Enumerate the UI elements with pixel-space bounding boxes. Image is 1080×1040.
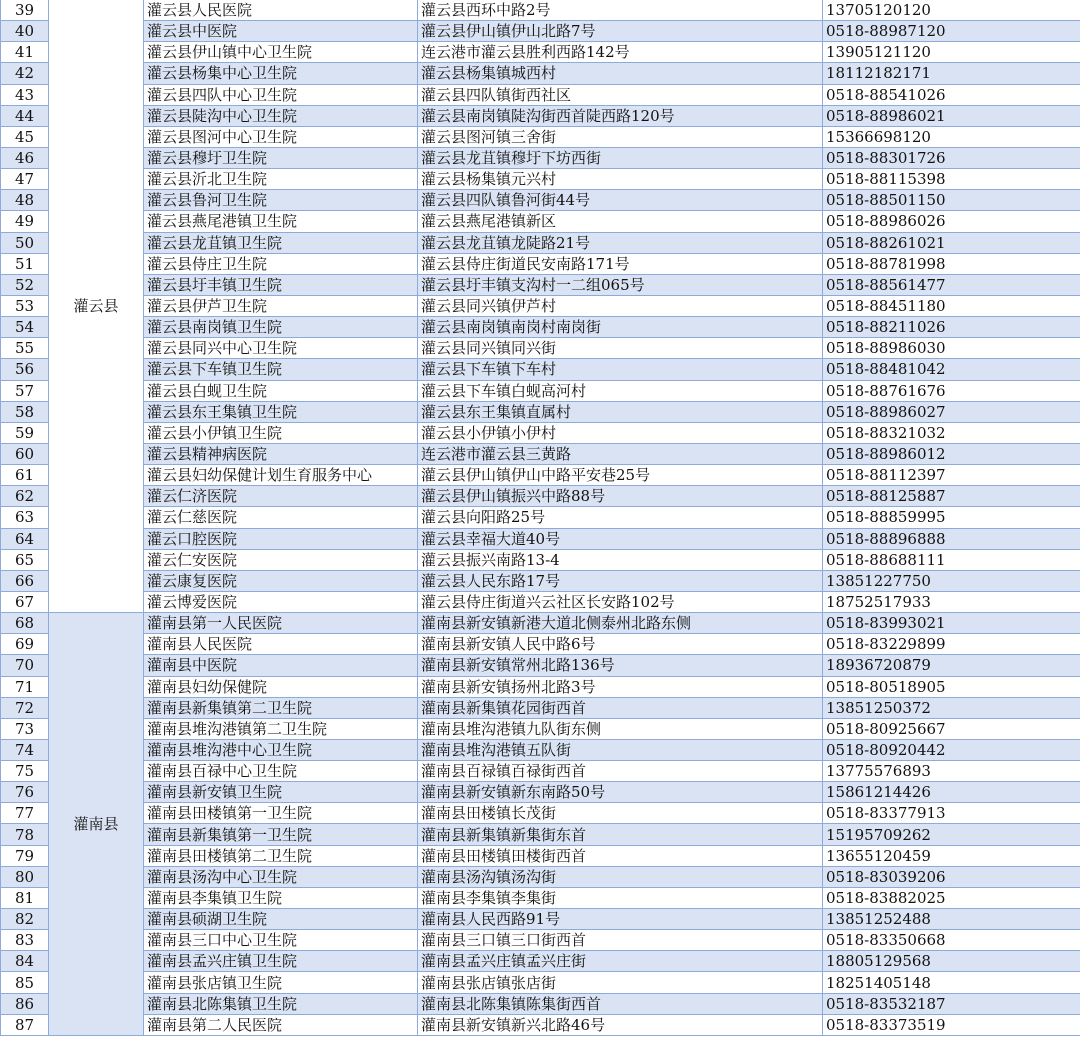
hospital-table-body [1,0,1080,1035]
hospital-name-cell: 灌南县田楼镇第一卫生院 [144,803,418,824]
hospital-name-cell: 灌云县白蚬卫生院 [144,380,418,401]
phone-cell: 0518-88688111 [823,549,1080,570]
row-number-cell: 69 [1,634,49,655]
row-number-cell: 56 [1,359,49,380]
address-cell: 灌云县南岗镇陡沟街西首陡西路120号 [418,105,823,126]
address-cell: 灌云县杨集镇城西村 [418,63,823,84]
row-number-cell: 83 [1,930,49,951]
phone-cell: 0518-88986027 [823,401,1080,422]
table-row [1,486,1080,507]
phone-cell: 0518-80518905 [823,676,1080,697]
row-number-cell: 52 [1,274,49,295]
address-cell: 灌南县李集镇李集街 [418,887,823,908]
phone-cell: 13705120120 [823,0,1080,21]
hospital-name-cell: 灌云县伊芦卫生院 [144,295,418,316]
address-cell: 灌云县龙苴镇穆圩下坊西街 [418,147,823,168]
row-number-cell: 45 [1,126,49,147]
row-number-cell: 61 [1,465,49,486]
hospital-name-cell: 灌南县三口中心卫生院 [144,930,418,951]
row-number-cell: 79 [1,845,49,866]
phone-cell: 18752517933 [823,591,1080,612]
district-cell: 灌南县 [49,613,144,1036]
phone-cell: 15195709262 [823,824,1080,845]
row-number-cell: 87 [1,1014,49,1035]
row-number-cell: 77 [1,803,49,824]
table-row [1,21,1080,42]
table-row [1,105,1080,126]
hospital-name-cell: 灌云康复医院 [144,570,418,591]
phone-cell: 18112182171 [823,63,1080,84]
hospital-name-cell: 灌云仁慈医院 [144,507,418,528]
phone-cell: 0518-88859995 [823,507,1080,528]
hospital-name-cell: 灌云县杨集中心卫生院 [144,63,418,84]
hospital-name-cell: 灌南县第一人民医院 [144,613,418,634]
address-cell: 灌南县新集镇新集街东首 [418,824,823,845]
row-number-cell: 82 [1,909,49,930]
hospital-name-cell: 灌南县张店镇卫生院 [144,972,418,993]
phone-cell: 0518-80920442 [823,739,1080,760]
address-cell: 灌云县同兴镇同兴街 [418,338,823,359]
address-cell: 灌南县堆沟港镇五队街 [418,739,823,760]
address-cell: 灌南县汤沟镇汤沟街 [418,866,823,887]
hospital-name-cell: 灌云县南岗镇卫生院 [144,317,418,338]
table-row [1,845,1080,866]
phone-cell: 0518-88451180 [823,295,1080,316]
phone-cell: 0518-88112397 [823,465,1080,486]
phone-cell: 0518-83882025 [823,887,1080,908]
phone-cell: 0518-88986012 [823,443,1080,464]
row-number-cell: 74 [1,739,49,760]
hospital-name-cell: 灌南县堆沟港中心卫生院 [144,739,418,760]
address-cell: 灌南县百禄镇百禄街西首 [418,761,823,782]
phone-cell: 13905121120 [823,42,1080,63]
table-row [1,930,1080,951]
hospital-name-cell: 灌云县图河中心卫生院 [144,126,418,147]
hospital-name-cell: 灌云县中医院 [144,21,418,42]
hospital-name-cell: 灌云县东王集镇卫生院 [144,401,418,422]
hospital-name-cell: 灌云县妇幼保健计划生育服务中心 [144,465,418,486]
hospital-name-cell: 灌南县中医院 [144,655,418,676]
row-number-cell: 62 [1,486,49,507]
row-number-cell: 86 [1,993,49,1014]
row-number-cell: 54 [1,317,49,338]
address-cell: 灌云县下车镇下车村 [418,359,823,380]
address-cell: 灌云县西环中路2号 [418,0,823,21]
hospital-name-cell: 灌云县人民医院 [144,0,418,21]
phone-cell: 18251405148 [823,972,1080,993]
phone-cell: 18936720879 [823,655,1080,676]
phone-cell: 0518-88261021 [823,232,1080,253]
phone-cell: 13851250372 [823,697,1080,718]
table-row [1,295,1080,316]
hospital-name-cell: 灌云县燕尾港镇卫生院 [144,211,418,232]
phone-cell: 0518-88986030 [823,338,1080,359]
address-cell: 灌南县孟兴庄镇孟兴庄街 [418,951,823,972]
address-cell: 灌南县新安镇新港大道北侧泰州北路东侧 [418,613,823,634]
phone-cell: 0518-80925667 [823,718,1080,739]
hospital-name-cell: 灌南县堆沟港镇第二卫生院 [144,718,418,739]
row-number-cell: 75 [1,761,49,782]
hospital-name-cell: 灌云博爱医院 [144,591,418,612]
hospital-name-cell: 灌南县田楼镇第二卫生院 [144,845,418,866]
row-number-cell: 60 [1,443,49,464]
address-cell: 灌南县新安镇扬州北路3号 [418,676,823,697]
phone-cell: 0518-83532187 [823,993,1080,1014]
hospital-name-cell: 灌云县圩丰镇卫生院 [144,274,418,295]
row-number-cell: 67 [1,591,49,612]
table-row [1,993,1080,1014]
phone-cell: 13775576893 [823,761,1080,782]
hospital-name-cell: 灌南县妇幼保健院 [144,676,418,697]
table-row [1,443,1080,464]
table-row [1,0,1080,21]
hospital-name-cell: 灌云县小伊镇卫生院 [144,422,418,443]
phone-cell: 0518-83373519 [823,1014,1080,1035]
address-cell: 灌云县人民东路17号 [418,570,823,591]
hospital-name-cell: 灌南县百禄中心卫生院 [144,761,418,782]
table-row [1,972,1080,993]
address-cell: 灌南县新安镇人民中路6号 [418,634,823,655]
phone-cell: 18805129568 [823,951,1080,972]
table-row [1,718,1080,739]
phone-cell: 0518-88321032 [823,422,1080,443]
table-row [1,591,1080,612]
phone-cell: 0518-88896888 [823,528,1080,549]
address-cell: 灌南县田楼镇长茂街 [418,803,823,824]
table-row [1,549,1080,570]
phone-cell: 0518-88561477 [823,274,1080,295]
phone-cell: 15861214426 [823,782,1080,803]
table-row [1,84,1080,105]
row-number-cell: 65 [1,549,49,570]
address-cell: 灌云县龙苴镇龙陡路21号 [418,232,823,253]
address-cell: 灌云县圩丰镇支沟村一二组065号 [418,274,823,295]
address-cell: 灌南县堆沟港镇九队街东侧 [418,718,823,739]
phone-cell: 0518-88301726 [823,147,1080,168]
row-number-cell: 40 [1,21,49,42]
row-number-cell: 49 [1,211,49,232]
address-cell: 灌南县张店镇张店街 [418,972,823,993]
hospital-name-cell: 灌云县四队中心卫生院 [144,84,418,105]
phone-cell: 15366698120 [823,126,1080,147]
row-number-cell: 55 [1,338,49,359]
hospital-name-cell: 灌南县人民医院 [144,634,418,655]
phone-cell: 0518-83039206 [823,866,1080,887]
address-cell: 灌南县北陈集镇陈集街西首 [418,993,823,1014]
row-number-cell: 59 [1,422,49,443]
row-number-cell: 85 [1,972,49,993]
row-number-cell: 41 [1,42,49,63]
row-number-cell: 39 [1,0,49,21]
address-cell: 灌南县新安镇常州北路136号 [418,655,823,676]
hospital-name-cell: 灌南县李集镇卫生院 [144,887,418,908]
table-row [1,190,1080,211]
address-cell: 灌南县新安镇新兴北路46号 [418,1014,823,1035]
hospital-name-cell: 灌云县沂北卫生院 [144,169,418,190]
row-number-cell: 68 [1,613,49,634]
phone-cell: 0518-88986021 [823,105,1080,126]
row-number-cell: 78 [1,824,49,845]
table-row [1,887,1080,908]
hospital-name-cell: 灌云县精神病医院 [144,443,418,464]
row-number-cell: 42 [1,63,49,84]
table-row [1,211,1080,232]
hospital-name-cell: 灌南县孟兴庄镇卫生院 [144,951,418,972]
hospital-name-cell: 灌南县硕湖卫生院 [144,909,418,930]
table-row [1,613,1080,634]
address-cell: 灌云县侍庄街道民安南路171号 [418,253,823,274]
table-row [1,465,1080,486]
table-row [1,169,1080,190]
row-number-cell: 46 [1,147,49,168]
row-number-cell: 53 [1,295,49,316]
table-row [1,782,1080,803]
address-cell: 灌云县东王集镇直属村 [418,401,823,422]
address-cell: 灌云县小伊镇小伊村 [418,422,823,443]
table-row [1,126,1080,147]
address-cell: 灌云县南岗镇南岗村南岗街 [418,317,823,338]
phone-cell: 0518-88761676 [823,380,1080,401]
hospital-name-cell: 灌南县第二人民医院 [144,1014,418,1035]
hospital-name-cell: 灌云仁济医院 [144,486,418,507]
address-cell: 灌云县杨集镇元兴村 [418,169,823,190]
table-row [1,824,1080,845]
hospital-name-cell: 灌云县龙苴镇卫生院 [144,232,418,253]
table-row [1,697,1080,718]
hospital-name-cell: 灌南县汤沟中心卫生院 [144,866,418,887]
table-row [1,253,1080,274]
address-cell: 灌云县伊山镇伊山北路7号 [418,21,823,42]
row-number-cell: 71 [1,676,49,697]
table-row [1,761,1080,782]
table-row [1,274,1080,295]
address-cell: 灌南县新集镇花园街西首 [418,697,823,718]
row-number-cell: 63 [1,507,49,528]
table-row [1,401,1080,422]
row-number-cell: 57 [1,380,49,401]
table-row [1,63,1080,84]
address-cell: 灌云县下车镇白蚬高河村 [418,380,823,401]
row-number-cell: 66 [1,570,49,591]
table-row [1,1014,1080,1035]
address-cell: 连云港市灌云县胜利西路142号 [418,42,823,63]
hospital-name-cell: 灌云县下车镇卫生院 [144,359,418,380]
row-number-cell: 47 [1,169,49,190]
row-number-cell: 43 [1,84,49,105]
table-row [1,359,1080,380]
address-cell: 灌云县伊山镇伊山中路平安巷25号 [418,465,823,486]
phone-cell: 0518-83350668 [823,930,1080,951]
table-row [1,951,1080,972]
address-cell: 灌南县田楼镇田楼街西首 [418,845,823,866]
phone-cell: 0518-88541026 [823,84,1080,105]
district-cell: 灌云县 [49,0,144,613]
hospital-name-cell: 灌云县穆圩卫生院 [144,147,418,168]
phone-cell: 13655120459 [823,845,1080,866]
hospital-name-cell: 灌云口腔医院 [144,528,418,549]
table-row [1,803,1080,824]
address-cell: 灌南县新安镇新东南路50号 [418,782,823,803]
phone-cell: 0518-88781998 [823,253,1080,274]
row-number-cell: 81 [1,887,49,908]
hospital-name-cell: 灌云县同兴中心卫生院 [144,338,418,359]
address-cell: 灌云县侍庄街道兴云社区长安路102号 [418,591,823,612]
row-number-cell: 70 [1,655,49,676]
table-row [1,570,1080,591]
row-number-cell: 58 [1,401,49,422]
table-row [1,528,1080,549]
phone-cell: 0518-88211026 [823,317,1080,338]
phone-cell: 0518-88115398 [823,169,1080,190]
phone-cell: 0518-88987120 [823,21,1080,42]
phone-cell: 0518-83229899 [823,634,1080,655]
address-cell: 灌南县人民西路91号 [418,909,823,930]
address-cell: 灌云县燕尾港镇新区 [418,211,823,232]
address-cell: 灌云县四队镇街西社区 [418,84,823,105]
address-cell: 灌云县向阳路25号 [418,507,823,528]
hospital-name-cell: 灌云县陡沟中心卫生院 [144,105,418,126]
hospital-name-cell: 灌云仁安医院 [144,549,418,570]
table-row [1,655,1080,676]
table-row [1,676,1080,697]
address-cell: 灌云县幸福大道40号 [418,528,823,549]
phone-cell: 0518-88125887 [823,486,1080,507]
row-number-cell: 80 [1,866,49,887]
hospital-name-cell: 灌南县新安镇卫生院 [144,782,418,803]
address-cell: 灌云县四队镇鲁河街44号 [418,190,823,211]
phone-cell: 0518-88501150 [823,190,1080,211]
table-row [1,739,1080,760]
phone-cell: 13851227750 [823,570,1080,591]
hospital-name-cell: 灌云县伊山镇中心卫生院 [144,42,418,63]
row-number-cell: 50 [1,232,49,253]
row-number-cell: 64 [1,528,49,549]
row-number-cell: 84 [1,951,49,972]
address-cell: 连云港市灌云县三黄路 [418,443,823,464]
address-cell: 灌云县伊山镇振兴中路88号 [418,486,823,507]
row-number-cell: 73 [1,718,49,739]
table-row [1,909,1080,930]
table-row [1,317,1080,338]
address-cell: 灌云县图河镇三舍街 [418,126,823,147]
phone-cell: 0518-83377913 [823,803,1080,824]
hospital-name-cell: 灌云县侍庄卫生院 [144,253,418,274]
table-row [1,147,1080,168]
hospital-name-cell: 灌云县鲁河卫生院 [144,190,418,211]
phone-cell: 0518-83993021 [823,613,1080,634]
table-row [1,42,1080,63]
phone-cell: 0518-88481042 [823,359,1080,380]
row-number-cell: 76 [1,782,49,803]
row-number-cell: 44 [1,105,49,126]
table-row [1,422,1080,443]
table-row [1,232,1080,253]
table-row [1,507,1080,528]
address-cell: 灌南县三口镇三口街西首 [418,930,823,951]
hospital-name-cell: 灌南县新集镇第二卫生院 [144,697,418,718]
table-row [1,380,1080,401]
hospital-name-cell: 灌南县北陈集镇卫生院 [144,993,418,1014]
hospital-name-cell: 灌南县新集镇第一卫生院 [144,824,418,845]
table-row [1,338,1080,359]
row-number-cell: 72 [1,697,49,718]
row-number-cell: 48 [1,190,49,211]
table-row [1,866,1080,887]
phone-cell: 13851252488 [823,909,1080,930]
address-cell: 灌云县振兴南路13-4 [418,549,823,570]
phone-cell: 0518-88986026 [823,211,1080,232]
row-number-cell: 51 [1,253,49,274]
table-row [1,634,1080,655]
address-cell: 灌云县同兴镇伊芦村 [418,295,823,316]
